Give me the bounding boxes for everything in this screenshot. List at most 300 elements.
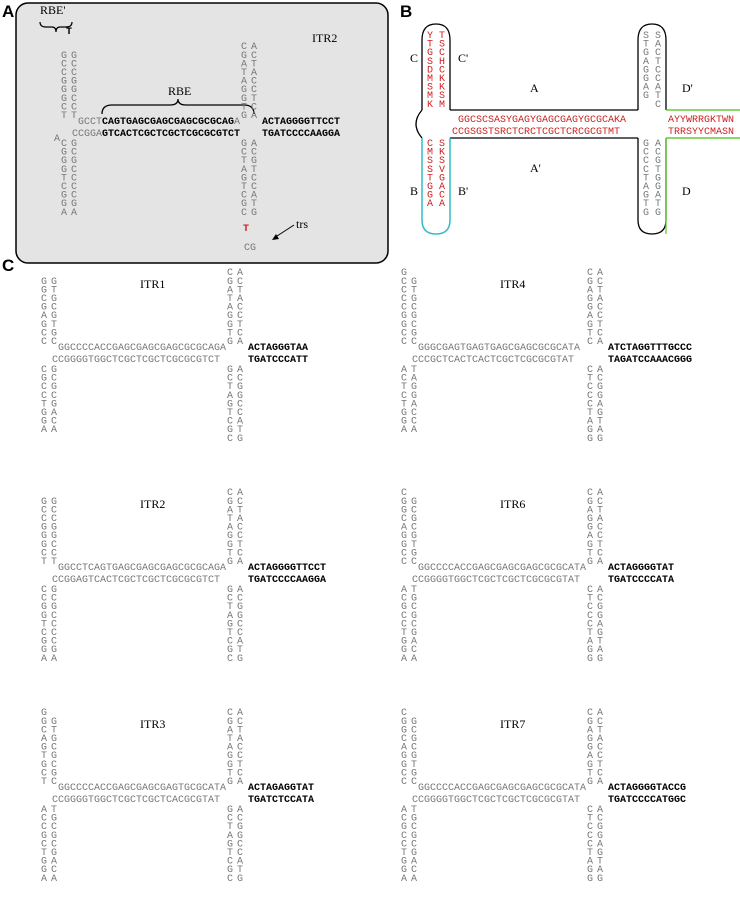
stem-top-strand: GGCCCCACCGAGCGAGCGAGCGCGCATA — [418, 783, 587, 794]
panel-c — [41, 268, 692, 885]
base-letter: A — [596, 839, 604, 851]
hairpin-c-right-strand — [51, 497, 57, 568]
base-letter: S — [426, 156, 434, 168]
base-letter: C — [60, 59, 68, 71]
base-letter: G — [226, 311, 234, 323]
stem-bottom-strand: CCGGAGTCACTCGCTCGCTCGCGCGTCT — [52, 575, 221, 586]
base-letter: G — [50, 768, 58, 780]
hairpin-c-left-strand — [41, 277, 47, 348]
base-letter: G — [400, 759, 408, 771]
base-letter: A — [400, 653, 408, 665]
base-letter: C — [40, 514, 48, 525]
base-letter: C — [50, 593, 58, 605]
base-letter: T — [400, 848, 408, 859]
base-letter: C — [236, 276, 244, 288]
base-letter: C — [586, 382, 594, 394]
base-letter: A — [654, 82, 662, 94]
base-letter: G — [50, 813, 58, 825]
base-letter: T — [60, 111, 68, 122]
base-letter: T — [642, 199, 650, 211]
base-letter: A — [236, 636, 244, 648]
base-letter: G — [400, 505, 408, 517]
base-letter: G — [70, 199, 78, 211]
base-letter: A — [40, 311, 48, 323]
base-letter: G — [226, 496, 234, 508]
base-letter: A — [250, 139, 258, 150]
hairpin-b-left-strand — [401, 365, 407, 436]
base-letter: A — [236, 708, 244, 720]
base-letter: A — [400, 585, 408, 596]
base-letter: A — [596, 337, 604, 348]
base-letter: A — [586, 856, 594, 868]
base-letter: A — [596, 645, 604, 657]
base-letter: T — [596, 759, 604, 771]
hairpin-d-tip-bases: CG — [243, 243, 257, 254]
base-letter: C — [586, 390, 594, 402]
base-letter: A — [236, 777, 244, 788]
base-letter: C — [40, 294, 48, 305]
base-letter: G — [586, 645, 594, 657]
base-letter: C — [400, 557, 408, 568]
base-letter: C — [236, 716, 244, 728]
base-letter: A — [40, 873, 48, 885]
base-letter: C — [438, 48, 446, 60]
hairpin-c-right-strand — [51, 717, 57, 788]
arm-label-a-prime: A' — [530, 161, 541, 175]
base-letter: A — [596, 268, 604, 280]
base-letter: G — [426, 48, 434, 60]
base-letter: A — [250, 111, 258, 122]
base-letter: S — [426, 164, 434, 176]
base-letter: C — [250, 85, 258, 97]
base-letter: C — [50, 373, 58, 385]
base-letter: A — [586, 416, 594, 428]
base-letter: G — [226, 585, 234, 596]
base-letter: T — [586, 813, 594, 825]
tail-top-strand: ACTAGGGGTTCCT — [248, 563, 327, 574]
base-letter: C — [40, 382, 48, 394]
base-letter: G — [40, 742, 48, 754]
base-letter: G — [40, 302, 48, 314]
base-letter: S — [426, 56, 434, 68]
base-letter: C — [596, 496, 604, 508]
base-letter: T — [654, 199, 662, 211]
base-letter: G — [236, 830, 244, 842]
base-letter: T — [60, 173, 68, 185]
base-letter: T — [40, 751, 48, 763]
base-letter: A — [596, 865, 604, 877]
base-letter: C — [586, 365, 594, 376]
base-letter: A — [40, 425, 48, 437]
base-letter: T — [240, 182, 248, 193]
base-letter: A — [226, 302, 234, 314]
base-letter: C — [410, 822, 418, 834]
hairpin-lower-left-strand — [587, 805, 593, 885]
base-letter: T — [250, 199, 258, 211]
base-letter: A — [250, 68, 258, 79]
base-letter: C — [236, 628, 244, 639]
base-letter: G — [40, 276, 48, 288]
base-letter: C — [410, 416, 418, 428]
itr-structure-itr2 — [41, 488, 326, 665]
base-letter: A — [586, 285, 594, 297]
base-letter: C — [236, 813, 244, 825]
base-letter: C — [438, 65, 446, 77]
base-letter: G — [226, 425, 234, 437]
base-letter: C — [400, 708, 408, 720]
tail-top-strand: ATCTAGGTTTGCCC — [608, 343, 693, 354]
base-letter: C — [250, 76, 258, 88]
base-letter: C — [400, 813, 408, 825]
hairpin-upper-right-strand — [597, 708, 603, 788]
base-letter: A — [50, 873, 58, 885]
base-letter: C — [50, 302, 58, 314]
base-letter: K — [438, 147, 446, 159]
base-letter: C — [236, 311, 244, 323]
base-letter: T — [596, 416, 604, 428]
base-letter: A — [40, 805, 48, 816]
base-letter: T — [410, 539, 418, 551]
base-letter: C — [50, 619, 58, 631]
base-letter: G — [586, 514, 594, 525]
base-letter: S — [438, 91, 446, 103]
hairpin-upper-left-strand — [241, 42, 247, 122]
base-letter: G — [60, 199, 68, 211]
base-letter: T — [236, 505, 244, 517]
base-letter: C — [40, 628, 48, 639]
base-letter: C — [236, 522, 244, 534]
base-letter: G — [226, 645, 234, 657]
base-letter: G — [40, 759, 48, 771]
base-letter: A — [400, 873, 408, 885]
base-letter: C — [410, 505, 418, 517]
base-letter: T — [426, 39, 434, 51]
tail-top-strand: ACTAGGGGTACCG — [608, 783, 687, 794]
base-letter: S — [426, 82, 434, 94]
base-letter: G — [226, 865, 234, 877]
base-letter: G — [40, 636, 48, 648]
hairpin-b-right-strand — [71, 139, 77, 219]
base-letter: C — [40, 328, 48, 340]
base-letter: A — [426, 199, 434, 211]
base-letter: C — [400, 276, 408, 288]
base-letter: A — [226, 285, 234, 297]
tail-bottom-strand: TGATCTCCATA — [248, 795, 315, 806]
base-letter: G — [60, 76, 68, 88]
base-letter: A — [226, 742, 234, 754]
base-letter: G — [236, 653, 244, 665]
base-letter: G — [50, 382, 58, 394]
base-letter: G — [226, 619, 234, 631]
base-letter: C — [226, 873, 234, 885]
base-letter: A — [226, 725, 234, 737]
hairpin-lower-left-strand — [643, 139, 649, 219]
base-letter: A — [226, 610, 234, 622]
base-letter: C — [400, 777, 408, 788]
arm-label-a: A — [530, 81, 539, 95]
base-letter: C — [654, 65, 662, 77]
base-letter: A — [240, 164, 248, 176]
trs-base: T — [242, 224, 250, 235]
base-letter: G — [642, 91, 650, 103]
base-letter: C — [586, 399, 594, 411]
base-letter: C — [250, 173, 258, 185]
base-letter: G — [40, 531, 48, 543]
hairpin-c-left-strand — [427, 31, 433, 111]
base-letter: A — [40, 734, 48, 745]
base-letter: C — [596, 593, 604, 605]
base-letter: A — [250, 190, 258, 202]
base-letter: T — [226, 628, 234, 639]
base-letter: A — [400, 425, 408, 437]
base-letter: C — [596, 328, 604, 340]
base-letter: C — [236, 839, 244, 851]
base-letter: G — [236, 390, 244, 402]
base-letter: T — [250, 93, 258, 105]
itr-structure-itr4 — [401, 268, 692, 445]
base-letter: G — [410, 382, 418, 394]
panel-label-b: B — [400, 2, 413, 21]
base-letter: G — [586, 653, 594, 665]
base-letter: C — [410, 522, 418, 534]
base-letter: M — [426, 74, 434, 85]
base-letter: C — [226, 593, 234, 605]
base-letter: C — [410, 408, 418, 419]
base-letter: G — [40, 865, 48, 877]
base-letter: C — [400, 768, 408, 780]
base-letter: G — [400, 539, 408, 551]
base-letter: C — [50, 416, 58, 428]
arm-label-c-prime: C' — [458, 51, 469, 65]
base-letter: G — [226, 751, 234, 763]
base-letter: G — [40, 319, 48, 331]
base-letter: G — [642, 139, 650, 150]
base-letter: C — [236, 848, 244, 859]
arm-label-b: B — [410, 184, 419, 198]
base-letter: C — [400, 285, 408, 297]
base-letter: G — [50, 399, 58, 411]
base-letter: G — [40, 522, 48, 534]
base-letter: G — [236, 382, 244, 394]
base-letter: T — [40, 557, 48, 568]
base-letter: G — [654, 173, 662, 185]
base-letter: G — [586, 734, 594, 745]
base-letter: G — [438, 173, 446, 185]
base-letter: A — [226, 505, 234, 517]
base-letter: A — [236, 416, 244, 428]
base-letter: S — [438, 39, 446, 51]
base-letter: G — [596, 848, 604, 859]
base-letter: G — [250, 156, 258, 168]
base-letter: G — [50, 531, 58, 543]
base-letter: T — [236, 645, 244, 657]
base-letter: G — [226, 839, 234, 851]
stem-top-strand: GCCTCAGTGAGCGAGCGAGCGCGCAGA — [78, 117, 241, 128]
stem-bottom-strand: CCGSGSTSRCTCRCTCGCTCRCGCGTMT — [452, 127, 621, 138]
base-letter: C — [586, 822, 594, 834]
base-letter: G — [50, 294, 58, 305]
base-letter: G — [400, 531, 408, 543]
base-letter: G — [400, 311, 408, 323]
base-letter: A — [410, 856, 418, 868]
base-letter: C — [60, 68, 68, 79]
base-letter: G — [226, 539, 234, 551]
base-letter: C — [240, 42, 248, 54]
base-letter: G — [400, 636, 408, 648]
base-letter: A — [654, 190, 662, 202]
base-letter: G — [642, 48, 650, 60]
base-letter: G — [60, 164, 68, 176]
hairpin-upper-right-strand — [237, 268, 243, 348]
base-letter: T — [226, 848, 234, 859]
rbe-label: RBE — [168, 84, 192, 98]
base-letter: C — [226, 433, 234, 445]
itr-structure-itr7 — [401, 708, 686, 885]
base-letter: G — [586, 742, 594, 754]
hairpin-c-left-strand — [401, 488, 407, 568]
base-letter: G — [400, 602, 408, 614]
base-letter: T — [50, 557, 58, 568]
tail-bottom-strand: TGATCCCCAAGGA — [248, 575, 327, 586]
base-letter: C — [596, 302, 604, 314]
hairpin-upper-right-strand — [597, 268, 603, 348]
base-letter: C — [410, 619, 418, 631]
base-letter: G — [40, 602, 48, 614]
base-letter: A — [586, 531, 594, 543]
base-letter: A — [236, 585, 244, 596]
base-letter: A — [596, 425, 604, 437]
base-letter: A — [410, 373, 418, 385]
base-letter: C — [40, 548, 48, 560]
base-letter: C — [400, 294, 408, 305]
base-letter: T — [654, 91, 662, 103]
base-letter: T — [596, 505, 604, 517]
base-letter: T — [236, 425, 244, 437]
stem-top-strand: GGGCGAGTGAGTGAGCGAGCGCGCATA — [418, 343, 581, 354]
base-letter: C — [70, 93, 78, 105]
base-letter: A — [236, 488, 244, 500]
base-letter: C — [226, 268, 234, 280]
base-letter: C — [410, 645, 418, 657]
stem-bottom-strand: CCGGGGTGGCTCGCTCGCTCACGCGTAT — [52, 795, 221, 806]
base-letter: C — [596, 768, 604, 780]
hairpin-c-right-strand — [439, 31, 445, 111]
base-letter: T — [226, 294, 234, 305]
base-letter: G — [226, 759, 234, 771]
base-letter: T — [586, 768, 594, 780]
base-letter: T — [400, 399, 408, 411]
base-letter: G — [426, 190, 434, 202]
base-letter: T — [410, 585, 418, 596]
hairpin-lower-left-strand — [587, 585, 593, 665]
base-letter: A — [596, 708, 604, 720]
stem-bottom-strand: CCGGGGTGGCTCGCTCGCTCGCGCGTAT — [412, 575, 581, 586]
hairpin-upper-left-strand — [643, 31, 649, 102]
base-letter: C — [586, 610, 594, 622]
base-letter: C — [400, 373, 408, 385]
hairpin-c-right-strand — [51, 277, 57, 348]
base-letter: G — [400, 416, 408, 428]
base-letter: C — [400, 610, 408, 622]
base-letter: G — [50, 602, 58, 614]
base-letter: G — [40, 408, 48, 419]
base-letter: C — [250, 182, 258, 193]
base-letter: G — [40, 716, 48, 728]
base-letter: A — [596, 585, 604, 596]
base-letter: C — [50, 742, 58, 754]
base-letter: G — [410, 593, 418, 605]
base-letter: G — [400, 319, 408, 331]
base-letter: G — [410, 311, 418, 323]
base-letter: C — [226, 813, 234, 825]
base-letter: G — [596, 610, 604, 622]
base-letter: G — [400, 751, 408, 763]
base-letter: C — [40, 839, 48, 851]
base-letter: C — [642, 156, 650, 168]
hairpin-b-left-strand — [401, 805, 407, 885]
itr-label-itr3: ITR3 — [140, 717, 166, 731]
base-letter: G — [426, 182, 434, 193]
hairpin-c-right-strand — [71, 51, 77, 122]
base-letter: G — [50, 311, 58, 323]
base-letter: A — [596, 777, 604, 788]
base-letter: H — [438, 56, 446, 68]
base-letter: A — [50, 425, 58, 437]
tail-top-strand: ACTAGGGTAA — [248, 343, 309, 354]
base-letter: S — [438, 139, 446, 150]
base-letter: C — [596, 742, 604, 754]
hairpin-c-right-strand — [411, 717, 417, 788]
base-letter: A — [250, 42, 258, 54]
hairpin-lower-right-strand — [251, 139, 257, 219]
hairpin-b-right-strand — [51, 365, 57, 436]
base-letter: G — [586, 759, 594, 771]
base-letter: T — [40, 399, 48, 411]
hairpin-b-right-strand — [411, 585, 417, 665]
base-letter: T — [40, 777, 48, 788]
base-letter: C — [236, 751, 244, 763]
base-letter: C — [400, 593, 408, 605]
tail-top-strand: ACTAGGGGTAT — [608, 563, 675, 574]
base-letter: G — [70, 156, 78, 168]
base-letter: C — [50, 636, 58, 648]
base-letter: T — [586, 593, 594, 605]
base-letter: G — [400, 496, 408, 508]
base-letter: A — [596, 514, 604, 525]
base-letter: A — [60, 207, 68, 219]
tail-bottom-strand: TGATCCCCATA — [608, 575, 675, 586]
base-letter: C — [40, 365, 48, 376]
itr-structure-itr6 — [401, 488, 674, 665]
base-letter: C — [654, 99, 662, 111]
base-letter: A — [236, 734, 244, 745]
base-letter: G — [400, 856, 408, 868]
base-letter: C — [226, 856, 234, 868]
base-letter: C — [70, 147, 78, 159]
base-letter: T — [226, 734, 234, 745]
base-letter: G — [400, 716, 408, 728]
base-letter: C — [236, 768, 244, 780]
base-letter: C — [596, 373, 604, 385]
base-letter: G — [40, 708, 48, 720]
base-letter: A — [410, 873, 418, 885]
base-letter: G — [226, 365, 234, 376]
base-letter: C — [70, 173, 78, 185]
base-letter: G — [40, 856, 48, 868]
base-letter: C — [240, 190, 248, 202]
base-letter: T — [40, 619, 48, 631]
base-letter: C — [438, 190, 446, 202]
